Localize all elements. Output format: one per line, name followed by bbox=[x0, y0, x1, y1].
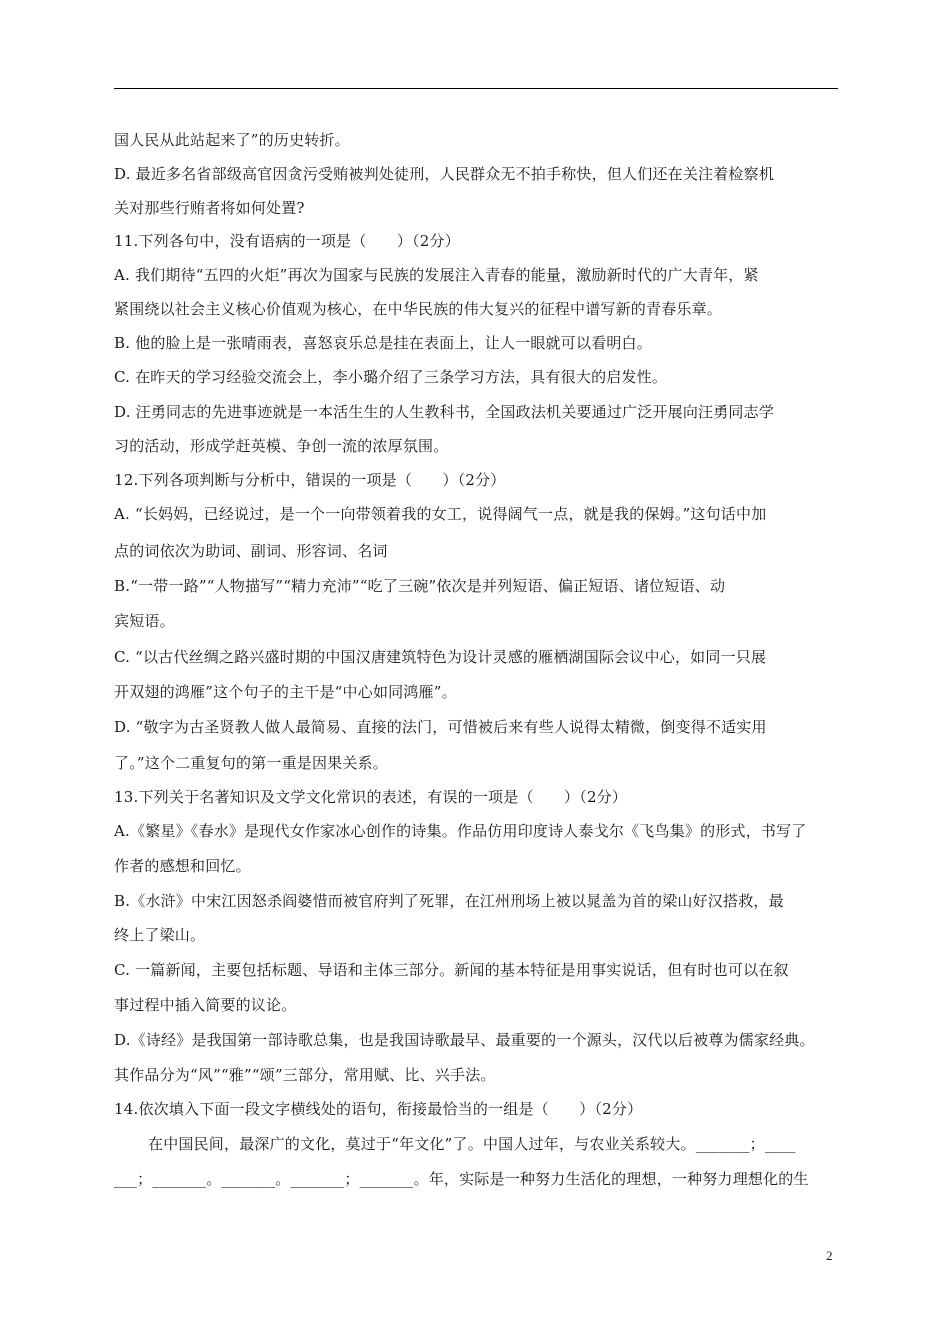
text-line: 宾短语。 bbox=[114, 612, 175, 630]
text-line: A. 我们期待“五四的火炬”再次为国家与民族的发展注入青春的能量，激励新时代的广大青年，紧 bbox=[114, 266, 759, 284]
text-line: 习的活动，形成学赶英模、争创一流的浓厚氛围。 bbox=[114, 437, 449, 455]
text-line: B.《水浒》中宋江因怒杀阎婆惜而被官府判了死罪，在江州刑场上被以晁盖为首的梁山好汉搭救，最 bbox=[114, 892, 784, 910]
question-11-stem: 11.下列各句中，没有语病的一项是（ ）（2分） bbox=[114, 232, 460, 250]
text-line: C. “以古代丝绸之路兴盛时期的中国汉唐建筑特色为设计灵感的雁栖湖国际会议中心，如同一只展 bbox=[114, 648, 767, 666]
text-line: 了。”这个二重复句的第一重是因果关系。 bbox=[114, 754, 388, 772]
text-line: B.“一带一路”“人物描写”“精力充沛”“吃了三碗”依次是并列短语、偏正短语、诸位短语、动 bbox=[114, 577, 726, 595]
text-line: D. 最近多名省部级高官因贪污受贿被判处徒刑，人民群众无不拍手称快，但人们还在关注着检察机 bbox=[114, 165, 775, 183]
text-line: D. 汪勇同志的先进事迹就是一本活生生的人生教科书，全国政法机关要通过广泛开展向汪勇同志学 bbox=[114, 403, 775, 421]
text-line: D.《诗经》是我国第一部诗歌总集，也是我国诗歌最早、最重要的一个源头，汉代以后被尊为儒家经典。 bbox=[114, 1031, 815, 1049]
text-line: ___；_______。_______。_______；_______。年，实际是一种努力生活化的理想，一种努力理想化的生 bbox=[114, 1170, 809, 1188]
question-12-stem: 12.下列各项判断与分析中，错误的一项是（ ）（2分） bbox=[114, 471, 506, 489]
text-line: C. 在昨天的学习经验交流会上，李小璐介绍了三条学习方法，具有很大的启发性。 bbox=[114, 368, 668, 386]
question-13-stem: 13.下列关于名著知识及文学文化常识的表述，有误的一项是（ ）（2分） bbox=[114, 788, 628, 806]
text-line: 国人民从此站起来了”的历史转折。 bbox=[114, 131, 350, 149]
text-line: 开双翅的鸿雁”这个句子的主干是“中心如同鸿雁”。 bbox=[114, 683, 457, 701]
text-line: B. 他的脸上是一张晴雨表，喜怒哀乐总是挂在表面上，让人一眼就可以看明白。 bbox=[114, 334, 652, 352]
header-rule bbox=[114, 88, 838, 89]
text-line: 紧围绕以社会主义核心价值观为核心，在中华民族的伟大复兴的征程中谱写新的青春乐章。 bbox=[114, 300, 723, 318]
question-14-stem: 14.依次填入下面一段文字横线处的语句，衔接最恰当的一组是（ ）（2分） bbox=[114, 1100, 643, 1118]
text-line: 终上了梁山。 bbox=[114, 926, 206, 944]
text-line: A. “长妈妈，已经说过，是一个一向带领着我的女工，说得阔气一点，就是我的保姆。”这句话中加 bbox=[114, 505, 767, 523]
text-line: 点的词依次为助词、副词、形容词、名词 bbox=[114, 542, 388, 560]
text-line: C. 一篇新闻，主要包括标题、导语和主体三部分。新闻的基本特征是用事实说话，但有时也可以在叙 bbox=[114, 961, 789, 979]
text-line: 作者的感想和回忆。 bbox=[114, 857, 251, 875]
page-number: 2 bbox=[826, 1248, 833, 1263]
text-line: 关对那些行贿者将如何处置? bbox=[114, 199, 305, 217]
passage-line: 在中国民间，最深广的文化，莫过于“年文化”了。中国人过年，与农业关系较大。_______；____ bbox=[148, 1135, 796, 1153]
text-line: 其作品分为“风”“雅”“颂”三部分，常用赋、比、兴手法。 bbox=[114, 1066, 496, 1084]
text-line: A.《繁星》《春水》是现代女作家冰心创作的诗集。作品仿用印度诗人泰戈尔《飞鸟集》的形式，书写了 bbox=[114, 822, 807, 840]
text-line: 事过程中插入简要的议论。 bbox=[114, 996, 297, 1014]
text-line: D. “敬字为古圣贤教人做人最简易、直接的法门，可惜被后来有些人说得太精微，倒变得不适实用 bbox=[114, 718, 767, 736]
